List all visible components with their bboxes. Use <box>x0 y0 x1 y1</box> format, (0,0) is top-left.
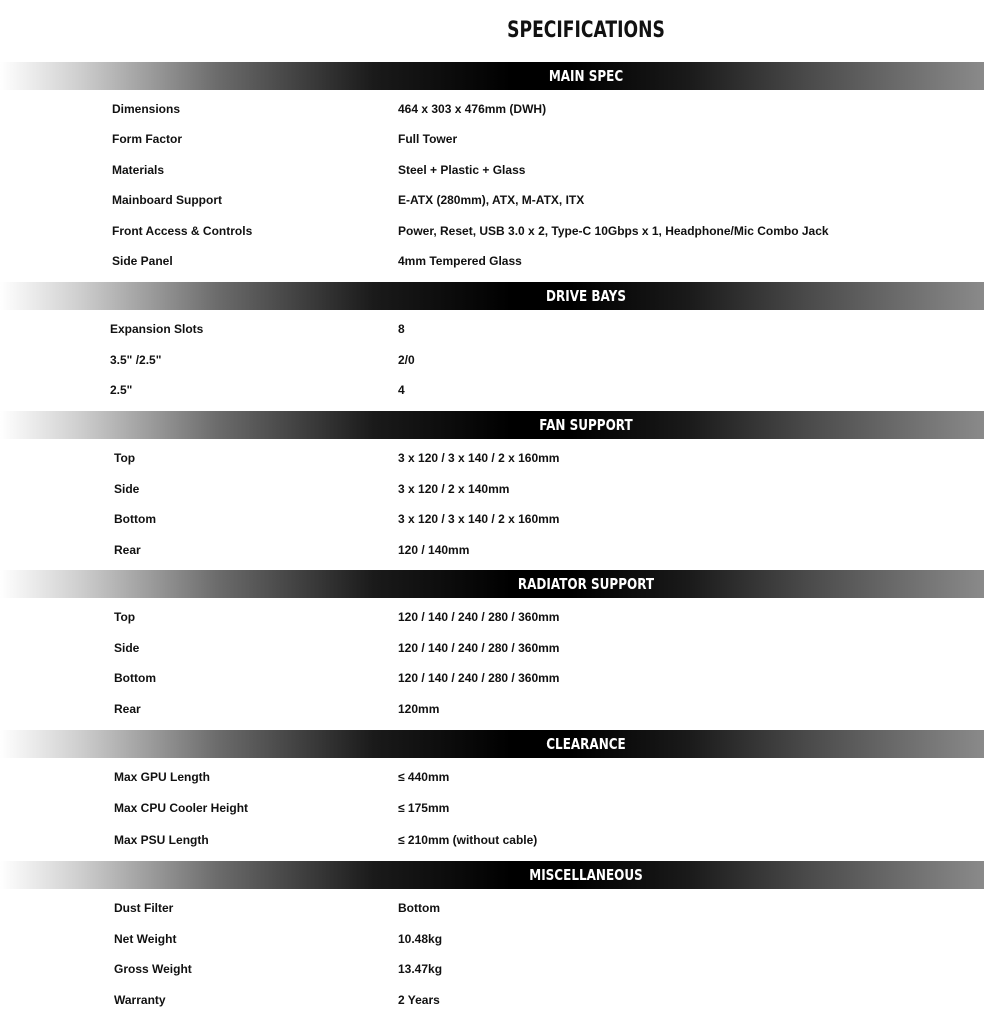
spec-value: Bottom <box>398 901 440 915</box>
section-header-clearance <box>0 730 984 758</box>
spec-label: Net Weight <box>114 932 177 946</box>
spec-row <box>0 190 984 210</box>
spec-value: 10.48kg <box>398 932 443 946</box>
spec-row <box>0 448 984 468</box>
spec-label: Dimensions <box>112 102 181 116</box>
spec-value: 464 x 303 x 476mm (DWH) <box>398 102 547 116</box>
section-header-main-spec <box>0 62 984 90</box>
spec-row <box>0 798 984 818</box>
spec-value: 120mm <box>398 702 440 716</box>
spec-label: Bottom <box>114 512 156 526</box>
spec-value: ≤ 440mm <box>398 770 450 784</box>
spec-label: Top <box>114 451 136 465</box>
spec-label: Front Access & Controls <box>112 224 253 238</box>
spec-label: Materials <box>112 163 165 177</box>
section-title: CLEARANCE <box>546 735 626 753</box>
spec-value: Full Tower <box>398 132 458 146</box>
spec-value: 4mm Tempered Glass <box>398 254 522 268</box>
spec-value: 8 <box>398 322 405 336</box>
page-title: SPECIFICATIONS <box>507 18 665 43</box>
spec-label: Rear <box>114 543 141 557</box>
spec-row <box>0 479 984 499</box>
spec-label: Top <box>114 610 136 624</box>
spec-label: Mainboard Support <box>112 193 222 207</box>
spec-label: 2.5" <box>110 383 133 397</box>
spec-row <box>0 898 984 918</box>
spec-value: 2 Years <box>398 993 440 1007</box>
section-header-drive-bays <box>0 282 984 310</box>
spec-row <box>0 668 984 688</box>
spec-row <box>0 509 984 529</box>
spec-label: Dust Filter <box>114 901 174 915</box>
spec-row <box>0 990 984 1010</box>
spec-row <box>0 607 984 627</box>
spec-label: Side <box>114 641 140 655</box>
spec-value: 3 x 120 / 3 x 140 / 2 x 160mm <box>398 451 560 465</box>
spec-value: 120 / 140 / 240 / 280 / 360mm <box>398 641 560 655</box>
spec-value: ≤ 210mm (without cable) <box>398 833 538 847</box>
spec-row <box>0 251 984 271</box>
spec-value: Power, Reset, USB 3.0 x 2, Type-C 10Gbps x 1, Headphone/Mic Combo Jack <box>398 224 829 238</box>
spec-row <box>0 350 984 370</box>
section-header-fan-support <box>0 411 984 439</box>
spec-label: Side Panel <box>112 254 173 268</box>
section-header-radiator-support <box>0 570 984 598</box>
spec-row <box>0 380 984 400</box>
spec-label: Max PSU Length <box>114 833 209 847</box>
spec-value: ≤ 175mm <box>398 801 450 815</box>
spec-label: Expansion Slots <box>110 322 204 336</box>
section-title: RADIATOR SUPPORT <box>517 575 655 593</box>
spec-row <box>0 221 984 241</box>
spec-value: Steel + Plastic + Glass <box>398 163 526 177</box>
spec-row <box>0 99 984 119</box>
spec-label: Side <box>114 482 140 496</box>
spec-value: E-ATX (280mm), ATX, M-ATX, ITX <box>398 193 585 207</box>
spec-label: Max GPU Length <box>114 770 211 784</box>
spec-label: Warranty <box>114 993 166 1007</box>
spec-value: 3 x 120 / 2 x 140mm <box>398 482 510 496</box>
spec-label: Rear <box>114 702 141 716</box>
spec-row <box>0 830 984 850</box>
section-title: FAN SUPPORT <box>539 416 633 434</box>
spec-value: 3 x 120 / 3 x 140 / 2 x 160mm <box>398 512 560 526</box>
spec-row <box>0 767 984 787</box>
spec-value: 4 <box>398 383 405 397</box>
spec-value: 120 / 140 / 240 / 280 / 360mm <box>398 671 560 685</box>
spec-row <box>0 638 984 658</box>
spec-row <box>0 699 984 719</box>
spec-label: Gross Weight <box>114 962 192 976</box>
spec-row <box>0 160 984 180</box>
spec-row <box>0 319 984 339</box>
spec-label: Bottom <box>114 671 156 685</box>
spec-value: 13.47kg <box>398 962 443 976</box>
spec-label: Form Factor <box>112 132 183 146</box>
spec-value: 120 / 140mm <box>398 543 470 557</box>
spec-value: 120 / 140 / 240 / 280 / 360mm <box>398 610 560 624</box>
spec-label: Max CPU Cooler Height <box>114 801 249 815</box>
spec-row <box>0 959 984 979</box>
section-title: DRIVE BAYS <box>546 287 626 305</box>
section-title: MISCELLANEOUS <box>529 866 643 884</box>
spec-row <box>0 129 984 149</box>
spec-value: 2/0 <box>398 353 415 367</box>
spec-row <box>0 929 984 949</box>
spec-label: 3.5" /2.5" <box>110 353 162 367</box>
spec-row <box>0 540 984 560</box>
section-header-miscellaneous <box>0 861 984 889</box>
section-title: MAIN SPEC <box>548 67 624 85</box>
